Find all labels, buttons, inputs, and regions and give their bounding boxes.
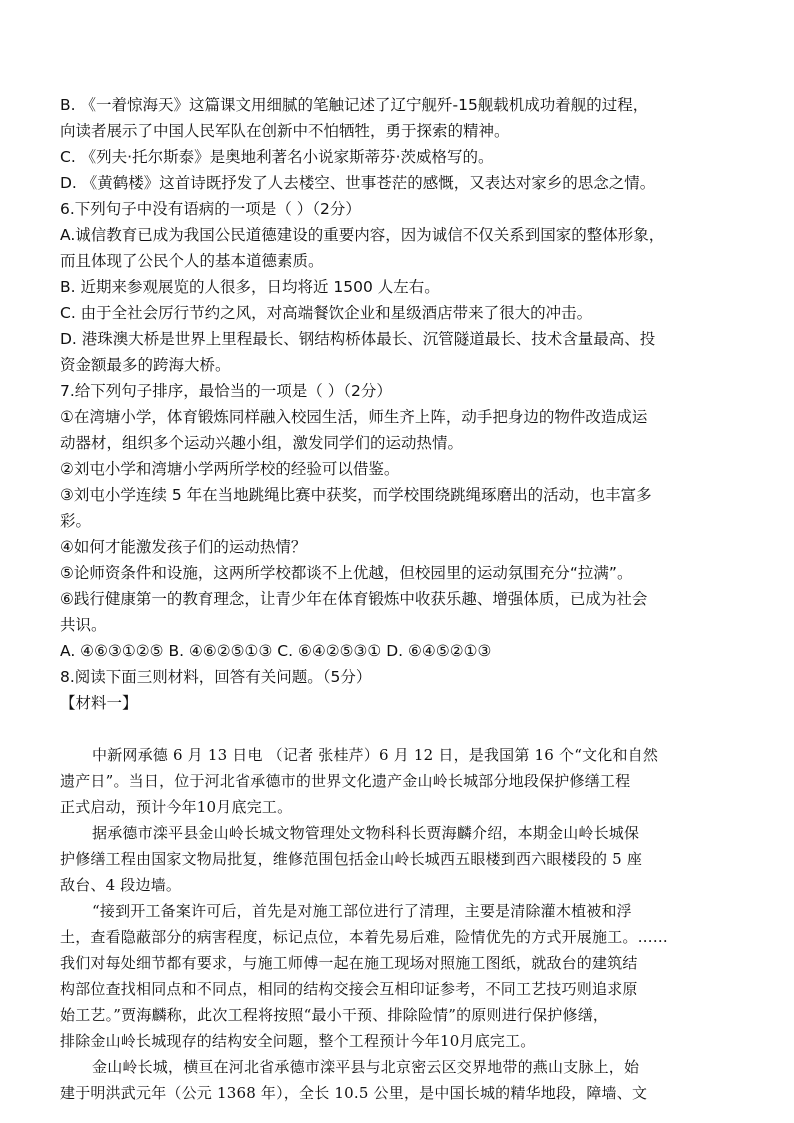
- question-6-option-d: D. 港珠澳大桥是世界上里程最长、钢结构桥体最长、沉管隧道最长、技术含量最高、投: [60, 330, 656, 348]
- material-1-heading: 【材料一】: [60, 694, 138, 712]
- article-paragraph-2-line-2: 护修缮工程由国家文物局批复，维修范围包括金山岭长城西五眼楼到西六眼楼段的 5 座: [60, 850, 643, 868]
- article-paragraph-4: 金山岭长城，横亘在河北省承德市滦平县与北京密云区交界地带的燕山支脉上，始: [92, 1058, 640, 1076]
- question-6-option-c: C. 由于全社会厉行节约之风，对高端餐饮企业和星级酒店带来了很大的冲击。: [60, 304, 593, 322]
- option-b-text: B. 《一着惊海天》这篇课文用细腻的笔触记述了辽宁舰歼-15舰载机成功着舰的过程，: [60, 96, 649, 114]
- question-6-option-d-continued: 资金额最多的跨海大桥。: [60, 356, 231, 374]
- question-6-option-b: B. 近期来参观展览的人很多，日均将近 1500 人左右。: [60, 278, 440, 296]
- option-b-text-continued: 向读者展示了中国人民军队在创新中不怕牺牲，勇于探索的精神。: [60, 122, 510, 140]
- question-6-stem: 6.下列句子中没有语病的一项是（ ）（2分）: [60, 200, 361, 218]
- sentence-3-continued: 彩。: [60, 512, 92, 530]
- question-6-option-a: A.诚信教育已成为我国公民道德建设的重要内容，因为诚信不仅关系到国家的整体形象，: [60, 226, 665, 244]
- article-paragraph-3-line-6: 排除金山岭长城现存的结构安全问题，整个工程预计今年10月底完工。: [60, 1032, 536, 1050]
- article-paragraph-1: 中新网承德 6 月 13 日电 （记者 张桂芹）6 月 12 日，是我国第 16 个“文化和自然: [92, 746, 659, 764]
- question-6-option-a-continued: 而且体现了公民个人的基本道德素质。: [60, 252, 324, 270]
- question-7-stem: 7.给下列句子排序，最恰当的一项是（ ）（2分）: [60, 382, 392, 400]
- sentence-4: ④如何才能激发孩子们的运动热情？: [60, 538, 307, 556]
- sentence-5: ⑤论师资条件和设施，这两所学校都谈不上优越，但校园里的运动氛围充分“拉满”。: [60, 564, 633, 582]
- article-paragraph-4-line-2: 建于明洪武元年（公元 1368 年），全长 10.5 公里，是中国长城的精华地段，障墙、文: [60, 1084, 648, 1102]
- sentence-3: ③刘屯小学连续 5 年在当地跳绳比赛中获奖，而学校围绕跳绳琢磨出的活动，也丰富多: [60, 486, 652, 504]
- sentence-1-continued: 动器材，组织多个运动兴趣小组，激发同学们的运动热情。: [60, 434, 464, 452]
- article-paragraph-3: “接到开工备案许可后，首先是对施工部位进行了清理，主要是清除灌木植被和浮: [92, 902, 632, 920]
- sentence-6: ⑥践行健康第一的教育理念，让青少年在体育锻炼中收获乐趣、增强体质，已成为社会: [60, 590, 648, 608]
- question-8-stem: 8.阅读下面三则材料，回答有关问题。（5分）: [60, 668, 372, 686]
- article-paragraph-3-line-5: 始工艺。”贾海麟称，此次工程将按照“最小干预、排除险情”的原则进行保护修缮，: [60, 1006, 609, 1024]
- question-7-options: A. ④⑥③①②⑤ B. ④⑥②⑤①③ C. ⑥④②⑤③① D. ⑥④⑤②①③: [60, 642, 492, 660]
- option-d-text: D. 《黄鹤楼》这首诗既抒发了人去楼空、世事苍茫的感慨，又表达对家乡的思念之情。: [60, 174, 656, 192]
- article-paragraph-3-line-3: 我们对每处细节都有要求，与施工师傅一起在施工现场对照施工图纸，就敌台的建筑结: [60, 954, 638, 972]
- article-paragraph-1-line-3: 正式启动，预计今年10月底完工。: [60, 798, 293, 816]
- article-paragraph-2: 据承德市滦平县金山岭长城文物管理处文物科科长贾海麟介绍，本期金山岭长城保: [92, 824, 640, 842]
- article-paragraph-3-line-2: 土，查看隐蔽部分的病害程度，标记点位，本着先易后难，险情优先的方式开展施工。……: [60, 928, 669, 946]
- article-paragraph-3-line-4: 构部位查找相同点和不同点，相同的结构交接会互相印证参考，不同工艺技巧则追求原: [60, 980, 638, 998]
- article-paragraph-2-line-3: 敌台、4 段边墙。: [60, 876, 182, 894]
- sentence-1: ①在湾塘小学，体育锻炼同样融入校园生活，师生齐上阵，动手把身边的物件改造成运: [60, 408, 648, 426]
- sentence-6-continued: 共识。: [60, 616, 107, 634]
- option-c-text: C. 《列夫·托尔斯泰》是奥地利著名小说家斯蒂芬·茨威格写的。: [60, 148, 494, 166]
- sentence-2: ②刘屯小学和湾塘小学两所学校的经验可以借鉴。: [60, 460, 400, 478]
- article-paragraph-1-line-2: 遗产日”。当日，位于河北省承德市的世界文化遗产金山岭长城部分地段保护修缮工程: [60, 772, 631, 790]
